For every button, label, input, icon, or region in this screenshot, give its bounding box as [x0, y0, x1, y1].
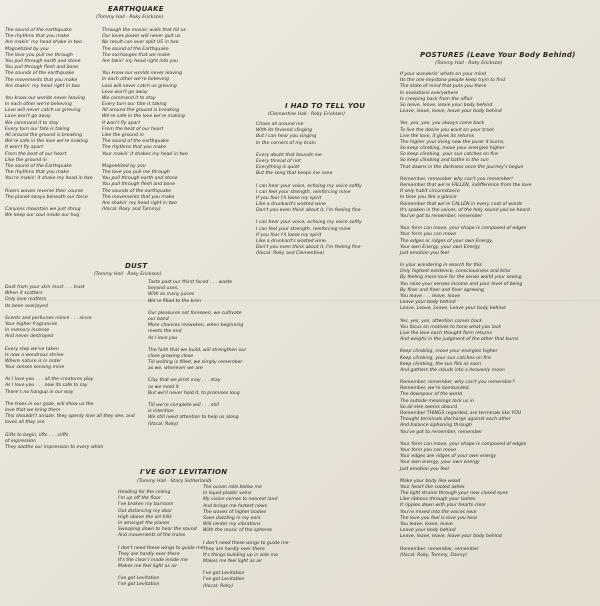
- lyric-line: In liquid plastic veins: [203, 491, 252, 497]
- lyric-line: In your wandering in search for this: [400, 263, 482, 269]
- lyric-line: Makes me feel light as air: [203, 559, 263, 565]
- lyric-line: I've got Levitation: [118, 576, 160, 582]
- lyric-line: You raise your senses income and your level of being: [400, 281, 523, 287]
- lyric-line: The trees in our gaze, will show us the: [5, 401, 94, 407]
- lyric-line: Don't you even think about it, I'm feeling fine: [256, 245, 361, 251]
- lyric-line: But we'll never hold it, to promises long: [148, 390, 240, 396]
- lyric-line: Remember THINGS regarded, are terminals like YOU: [400, 411, 522, 416]
- lyric-line: Swooping down to hear the sound: [118, 527, 197, 533]
- lyric-line: Only love matters: [5, 297, 47, 303]
- lyric-line: I've got Levitation: [118, 582, 160, 588]
- lyric-line: I've broken my barroom: [118, 502, 174, 508]
- stanza: [400, 442, 595, 473]
- lyric-line: It ripples down with your hearts clear: [400, 503, 486, 509]
- earthquake-column-2: [102, 28, 200, 219]
- postures-title: POSTURES (Leave Your Body Behind): [420, 51, 576, 59]
- lyric-line: So keep climbing, move your energies higher: [400, 146, 505, 152]
- stanza: [256, 153, 384, 178]
- earthquake-title: EARTHQUAKE: [108, 5, 164, 13]
- lyric-line: It won't fly apart: [102, 120, 141, 126]
- stanza: [5, 433, 105, 452]
- lyric-line: They soothe our impression to every whim: [5, 444, 104, 450]
- lyric-line: In the corners of my brain: [256, 140, 316, 146]
- lyric-line: The planet sways beneath our force: [5, 194, 88, 200]
- lyric-line: In amongst the planes: [118, 520, 170, 526]
- stanza: [148, 378, 268, 397]
- stanza: [5, 347, 105, 372]
- stanza: [5, 316, 105, 341]
- lyric-line: Are takin' my head right into you: [102, 58, 179, 64]
- lyric-line: I've got Levitation: [203, 577, 245, 583]
- lyric-line: You pull through flesh and bone: [5, 65, 79, 71]
- lyric-line: You pull through earth and stone: [5, 58, 81, 64]
- lyric-line: The exchanges that we make: [102, 52, 170, 58]
- lyric-line: It only habit circumstance: [400, 189, 460, 195]
- levitation-column-2: [203, 485, 293, 596]
- lyric-line: Like a drunkard's wasted wine: [256, 239, 326, 244]
- lyric-line: Leave your body behind: [400, 300, 456, 306]
- lyric-line: Magnetized by you: [102, 163, 146, 169]
- lyric-line: Your form can move, your shape is composed of edges: [400, 441, 527, 447]
- lyric-line: Remember that we're FALLEN, indifference from the love: [400, 183, 532, 188]
- lyric-line: Keep climbing, your sun catches on fire: [400, 355, 491, 361]
- lyric-line: The edges or ridges of your own Energy,: [400, 238, 494, 244]
- lyric-line: Keep climbing, the sun fills as soon: [400, 361, 482, 367]
- lyric-line: The state of mind that puts you there: [400, 84, 487, 90]
- stanza: [400, 319, 595, 344]
- lyric-line: With its fevered clinging: [256, 128, 313, 134]
- lyric-line: Is now a wondrous shrine: [5, 352, 64, 358]
- stanza: [5, 96, 100, 183]
- lyric-line: Will center my vibrations: [203, 522, 261, 528]
- lyric-line: Yes, yes, yes, attention comes back: [400, 318, 482, 324]
- stanza: [256, 184, 384, 215]
- lyric-line: The movements that you make: [102, 194, 175, 200]
- lyric-line: Remember, we're bombarded,: [400, 386, 470, 392]
- lyric-line: You leave . . . leave, leave: [400, 294, 461, 299]
- lyric-line: By finer and finer and finer agreeing: [400, 287, 485, 293]
- lyric-line: To live the desire you want on your track: [400, 127, 494, 133]
- lyric-line: beyond uses,: [148, 286, 179, 292]
- stanza: [5, 285, 105, 310]
- lyric-line: (Vocal: Roky and Clementine): [256, 251, 325, 257]
- lyric-line: loves all they are: [5, 420, 45, 426]
- lyric-line: our bond: [148, 316, 169, 322]
- lyric-line: Leave, leave, leave, leave your body behind: [400, 109, 502, 115]
- earthquake-credit: (Tommy Hall - Roky Erickson): [96, 15, 164, 20]
- lyric-line: Remember, remember, why can't you remember?: [400, 380, 515, 386]
- lyric-line: Only highest existence, consciousness and bliss: [400, 269, 511, 275]
- lyric-line: From the beat of our heart: [102, 126, 164, 132]
- lyric-line: I can feel your strength, reinforcing mine: [256, 189, 351, 195]
- lyric-line: Your senses sensing mine: [5, 365, 65, 371]
- lyric-line: More chances reawoken, when beginning: [148, 323, 244, 329]
- lyric-line: The love you pull me through: [102, 169, 170, 175]
- lyric-line: (Vocal: Roky and Tammy): [102, 207, 161, 213]
- lyric-line: I don't need these wings to guide me: [203, 540, 289, 546]
- stanza: [5, 28, 100, 90]
- lyric-line: We still need attention to help us along: [148, 415, 239, 421]
- lyric-line: But I can hear you singing: [256, 134, 317, 140]
- lyric-line: (Vocal: Roky): [148, 421, 179, 427]
- lyric-line: The sound of the earthquake: [102, 139, 169, 145]
- lyric-line: Gifts to begin, lifts . . . cliffs: [5, 432, 69, 438]
- lyric-line: In time you like a glance: [400, 195, 457, 201]
- lyric-line: Like a drunkard's wasted wine: [256, 202, 326, 208]
- lyric-line: Out distancing my door: [118, 508, 173, 514]
- stanza: [256, 220, 384, 257]
- lyric-line: Like ribbons through your lashes: [400, 497, 476, 503]
- lyric-line: Live the love, it gives its returns: [400, 133, 475, 139]
- lyric-line: Don't you even think about it, I'm feeling fine: [256, 208, 361, 214]
- lyric-line: Your edges are ridges of your own energy: [400, 454, 497, 460]
- lyric-line: If your wanderin' whats on your mind: [400, 72, 486, 77]
- lyric-line: Just emotion you feel: [400, 250, 449, 256]
- lyric-line: I can hear your voice, echoing my voice softly: [256, 220, 362, 226]
- lyric-line: I've got Levitation: [203, 571, 245, 577]
- lyric-line: The sounds of the earthquake: [102, 188, 172, 194]
- lyric-line: They are hardly ever there: [203, 546, 265, 552]
- lyric-line: And never destroyed: [5, 334, 54, 340]
- lyric-line: As I love you . . . all the creatures play: [5, 377, 94, 383]
- lyric-line: Love will never catch us grieving: [5, 108, 81, 114]
- lyric-line: Remember, remember why can't you remember!: [400, 176, 513, 182]
- lyric-line: Like the ground in: [102, 133, 144, 138]
- lyric-line: You know our worlds never leaving: [5, 95, 86, 101]
- stanza: [400, 177, 595, 220]
- lyric-line: It won't fly apart: [5, 145, 44, 151]
- lyric-line: Are shakin' my head right in two: [102, 200, 177, 206]
- lyric-line: So keep climbing, your sun catches on fire: [400, 152, 498, 158]
- lyric-line: Your form you can move: [400, 447, 457, 453]
- lyric-line: Magnetized by you: [5, 46, 49, 52]
- lyric-line: (Vocal: Roky, Tommy, Danny): [400, 552, 468, 558]
- dust-column-1: [5, 285, 135, 457]
- lyric-line: From the beat of our heart: [5, 151, 67, 157]
- lyric-line: The light strains through your new closed eyes: [400, 491, 508, 497]
- lyric-line: The waves of higher bodies: [203, 509, 267, 515]
- had-to-tell-you-title: I HAD TO TELL YOU: [285, 102, 366, 110]
- stanza: [102, 164, 200, 214]
- lyric-line: You pull through earth and stone: [102, 176, 178, 182]
- lyric-line: Your makin' it shakes my head in two: [102, 151, 188, 157]
- lyric-line: If you fear I'll loose my spirit: [256, 232, 322, 238]
- lyric-line: Dust from your skin must . . . trust: [5, 285, 85, 290]
- earthquake-column-1: [5, 28, 100, 225]
- lyric-line: The outside meanings lock us in: [400, 398, 475, 404]
- lyric-line: In each other we're believing: [102, 77, 169, 83]
- lyric-line: The movements that you make: [5, 77, 78, 83]
- stanza: [5, 377, 105, 396]
- lyric-line: Remember that we're CALLEN in every coat of words: [400, 201, 523, 207]
- lyric-line: In each other we're believing: [5, 102, 72, 108]
- lyric-line: Your higher fragrances: [5, 321, 58, 327]
- stanza: [400, 226, 595, 257]
- lyric-line: No result can ever split US in two: [102, 40, 179, 46]
- lyric-line: Canyons mountain we just shrug: [5, 206, 81, 212]
- lyric-line: as we, wherever we are: [148, 366, 203, 372]
- lyric-line: You're makin' it shake my head in two: [5, 176, 93, 182]
- lyric-line: Love won't go away: [5, 114, 51, 120]
- lyric-line: The ocean rolls below me: [203, 485, 262, 490]
- lyric-line: meets the end: [148, 329, 182, 335]
- stanza: [102, 71, 200, 158]
- lyric-line: Like the ground in: [5, 157, 47, 163]
- lyric-line: And balance siphoning through: [400, 423, 472, 429]
- lyric-line: Everything is quiet: [256, 165, 300, 171]
- stanza: [148, 280, 268, 305]
- lyric-line: Love won't go away: [102, 89, 148, 95]
- lyric-line: So leave, leave, leave your body behind: [400, 102, 493, 108]
- lyric-line: With the music of the spheres: [203, 528, 273, 534]
- lyric-line: We're safe in the love we're making: [102, 114, 185, 120]
- dust-credit: (Tommy Hall - Roky Erickson): [94, 272, 162, 277]
- levitation-title: I'VE GOT LEVITATION: [140, 468, 228, 476]
- lyric-line: My vision comes to nearest land: [203, 497, 278, 503]
- stanza: [148, 348, 268, 373]
- lyric-line: Thought terminals discharge against each other: [400, 417, 511, 423]
- lyric-line: Every doubt that bounds me: [256, 152, 322, 158]
- lyric-line: The higher your living now the purer it burns,: [400, 139, 505, 145]
- lyric-line: Every step we've taken: [5, 346, 59, 352]
- lyric-line: We keep our soul inside our hug: [5, 213, 80, 219]
- lyric-line: It's things building up in side me: [203, 552, 278, 558]
- lyric-line: The sound of the Earthquake: [102, 46, 169, 52]
- stanza: [102, 28, 200, 65]
- lyric-line: of expression: [5, 438, 36, 444]
- lyric-line: close growing close: [148, 353, 194, 359]
- lyric-line: Leave your body behind: [400, 528, 456, 534]
- stanza: [5, 207, 100, 219]
- lyric-line: Through the mosaic walls that hit us: [102, 28, 186, 33]
- lyric-line: You focus on motives to hone what you lack: [400, 324, 502, 330]
- lyric-line: Leave, Leave, Leave, Leave your body behind: [400, 306, 506, 312]
- lyric-line: The rhythms that you make: [5, 170, 70, 176]
- stanza: [400, 547, 595, 559]
- stanza: [400, 263, 595, 313]
- stanza: [400, 380, 595, 436]
- lyric-line: It's spoken in the voices, of the holy sound you've heard: [400, 207, 530, 213]
- lyric-line: We're filled to the brim: [148, 298, 202, 304]
- lyric-line: So all else seems absurd: [400, 404, 458, 410]
- lyric-line: Till we're complete will . . . still: [148, 403, 219, 408]
- stanza: [256, 122, 384, 147]
- lyric-line: The downpour of the world: [400, 392, 462, 398]
- stanza: [118, 545, 204, 571]
- lyric-line: The love you pull me through: [5, 52, 73, 58]
- stanza: [203, 541, 293, 566]
- lyric-line: Keep climbing, move your energies higher: [400, 349, 498, 355]
- lyric-line: You leave, leave, leave: [400, 522, 453, 527]
- lyric-line: Every turn our fate is taking: [102, 102, 167, 108]
- lyric-line: Its been overjoyed: [5, 303, 48, 309]
- lyric-line: Rivers waves reverse their course: [5, 188, 84, 194]
- lyric-line: Its the one keystone people keep tryin to find: [400, 78, 506, 84]
- lyric-line: As I love you: [148, 335, 178, 341]
- lyric-line: Your own energy, your own energy: [400, 460, 480, 466]
- lyric-line: Heading for the ceiling: [118, 490, 171, 495]
- lyric-line: love that we bring them: [5, 408, 61, 413]
- stanza: [400, 349, 595, 374]
- lyric-line: is intention: [148, 409, 174, 415]
- lyric-line: You're mixed into the voices near: [400, 509, 477, 515]
- lyric-line: You've got to remember, remember: [400, 429, 483, 435]
- lyric-line: Live the love each thought form returns: [400, 330, 492, 336]
- stanza: [5, 401, 135, 427]
- lyric-line: Our loves power will never quit us: [102, 34, 181, 40]
- lyric-line: I can hear your voice, echoing my voice softly: [256, 183, 362, 189]
- lyric-line: In evolutions everywhere: [400, 90, 459, 96]
- postures-credit: (Tommy Hall - Roky Erickson): [435, 61, 503, 66]
- lyric-line: So keep climbing and bathe in the sun: [400, 158, 489, 164]
- had-to-tell-you-lyrics: [256, 122, 384, 264]
- stanza: [400, 121, 595, 171]
- stanza: [148, 403, 268, 428]
- lyric-line: As I love you . . . now its safe to say: [5, 383, 88, 389]
- lyric-line: Chaos all around me: [256, 122, 304, 127]
- lyric-line: All around the ground is breaking: [102, 108, 180, 114]
- lyric-line: Scents and perfumes mince . . . since: [5, 315, 92, 321]
- stanza: [203, 485, 293, 535]
- lyric-line: The sounds of the earthquake: [5, 71, 75, 77]
- lyric-line: (Vocal: Roky): [203, 583, 234, 589]
- lyric-line: The love you feel is love you hear: [400, 515, 478, 521]
- stanza: [5, 189, 100, 201]
- lyric-line: Our pleasures not foreseen, we cultivate: [148, 310, 242, 316]
- lyric-line: They are hardly ever there: [118, 551, 180, 557]
- lyric-line: That dawns in the darkness once the journey's begun: [400, 164, 524, 170]
- lyric-line: The rhythms that you make: [102, 145, 167, 151]
- lyric-line: Remember, remember, remember: [400, 546, 479, 552]
- lyric-line: Clay that we print may . . . stay: [148, 378, 221, 384]
- lyric-line: High above the art hills: [118, 514, 172, 520]
- lyric-line: Your own Energy, your own Energy: [400, 244, 480, 250]
- lyric-line: The sound of the Earthquake: [5, 163, 72, 169]
- levitation-column-1: [118, 490, 204, 595]
- lyric-line: Every turn our fate is taking: [5, 126, 70, 132]
- lyric-line: And weighs in the judgment of the other that burns: [400, 337, 519, 343]
- lyric-line: Every thread of riot: [256, 158, 301, 164]
- lyric-line: The sound of the earthquake: [5, 28, 72, 33]
- lyric-line: Loss will never catch us grieving: [102, 83, 177, 89]
- lyric-line: We command it to stay: [102, 95, 156, 101]
- lyric-line: This shouldn't amaze, they openly love all they see, and: [5, 414, 135, 420]
- lyric-line: The faith that we build, will strengthen our: [148, 347, 247, 353]
- lyric-line: Make your body like wood: [400, 478, 461, 484]
- lyric-line: Are makin' my head shake in two: [5, 40, 82, 46]
- lyric-line: Soon dazzling in my ears: [203, 515, 261, 521]
- lyric-line: It's the clear I made inside me: [118, 557, 188, 563]
- lyric-line: All around the ground is breaking: [5, 133, 83, 138]
- stanza: [400, 72, 595, 115]
- dust-title: DUST: [125, 262, 148, 270]
- lyric-line: And gathers the clouds into a heavenly moon: [400, 367, 505, 373]
- lyric-line: Are shakin' my head right in two: [5, 83, 80, 89]
- lyric-line: Yes, yes, yes, you always come back: [400, 121, 485, 127]
- had-to-tell-you-credit: (Clementine Hall - Roky Erickson): [268, 112, 345, 117]
- lyric-line: You know our worlds never leaving: [102, 71, 183, 77]
- postures-lyrics: [400, 72, 595, 565]
- lyric-line: I don't need these wings to guide me: [118, 545, 204, 551]
- dust-column-2: [148, 280, 268, 434]
- lyric-line: When it scatters: [5, 291, 43, 297]
- lyric-line: We're safe in the love we're making: [5, 139, 88, 145]
- stanza: [400, 479, 595, 541]
- lyric-line: Taste past our thirst faced . . . waste: [148, 280, 233, 285]
- lyric-line: If you fear I'll loose my spirit: [256, 195, 322, 201]
- lyric-line: Where nature is in order: [5, 358, 62, 364]
- lyric-line: There's no hangup in our way: [5, 389, 74, 395]
- lyric-line: Just emotion you feel: [400, 466, 449, 472]
- stanza: [118, 576, 198, 588]
- lyric-line: You've got to remember, remember: [400, 213, 483, 219]
- lyric-line: Your heart like cooled ashes: [400, 484, 465, 490]
- lyric-line: With so many juices: [148, 292, 195, 298]
- lyric-line: Your form you can move: [400, 232, 457, 238]
- lyric-line: And brings me fastest news: [203, 503, 267, 509]
- lyric-line: Is creeping back from the affair: [400, 96, 473, 102]
- stanza: [118, 490, 198, 540]
- lyric-line: By feeling more love for the sense world your seeing: [400, 275, 522, 281]
- lyric-line: Leave, leave, leave, leave your body behind: [400, 534, 502, 540]
- lyric-line: Makes me feel light as air: [118, 564, 178, 570]
- stanza: [203, 571, 293, 590]
- lyric-line: The rhythms that you make: [5, 34, 70, 40]
- lyric-line: Till waiting is filled, we simply remember: [148, 360, 243, 366]
- lyric-line: And movements of the trains: [118, 533, 186, 539]
- lyric-line: I can feel your strength, reinforcing mine: [256, 226, 351, 232]
- levitation-credit: (Tommy Hall - Stacy Sutherland): [137, 479, 212, 484]
- lyric-line: But the song that keeps me sane: [256, 171, 333, 177]
- lyric-line: We command it to stay: [5, 120, 59, 126]
- lyric-line: In memory incense: [5, 328, 50, 334]
- lyric-line: Your form can move, your shape is composed of edges: [400, 226, 527, 232]
- lyric-line: I'm up off the floor: [118, 496, 161, 502]
- stanza: [148, 311, 268, 342]
- lyric-line: as we mold it: [148, 384, 179, 390]
- lyric-line: You pull through flesh and bone: [102, 182, 176, 188]
